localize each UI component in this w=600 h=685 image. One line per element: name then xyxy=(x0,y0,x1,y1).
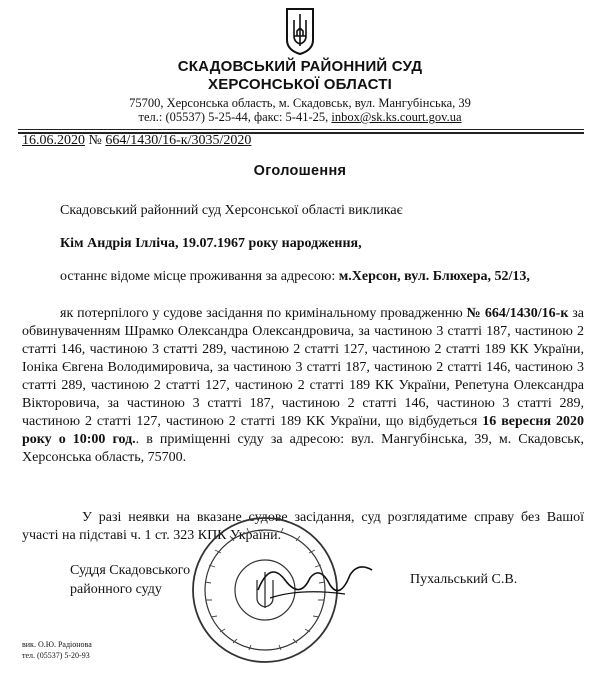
body-text-2: за обвинуваченням Шрамко Олександра Олександровича, за частиною 3 статті 187, частиною 2 статті 146, частиною 3 статті 289, частиною 2 статті 127, частиною 2 статті 189 КК України, Іоніка Євгена Володимировича, за частиною 3 статті 187, частиною 2 статті 146, частиною 3 статті 289, частиною 2 статті 127, частиною 2 статті 189 КК України, Репетуна Олександра Вікторовича, за частиною 3 статті 187, частиною 2 статті 146, частиною 3 статті 289, частиною 2 статті 127, частиною 2 статті 189 КК України, що відбудеться xyxy=(22,306,585,429)
judge-role-line2: районного суду xyxy=(70,582,162,597)
court-phones: тел.: (05537) 5-25-44, факс: 5-41-25, xyxy=(138,110,329,124)
judge-signature xyxy=(250,550,380,610)
body-text-1: як потерпілого у судове засідання по кримінальному провадженню xyxy=(60,306,463,321)
residence-address: м.Херсон, вул. Блюхера, 52/13, xyxy=(338,269,530,284)
court-address: 75700, Херсонська область, м. Скадовськ, вул. Мангубінська, 39 xyxy=(129,96,471,110)
reference-line xyxy=(22,133,251,149)
document-title: Оголошення xyxy=(253,163,347,179)
residence-label: останнє відоме місце проживання за адресою: xyxy=(60,269,336,284)
court-name-line2: ХЕРСОНСЬКОЇ ОБЛАСТІ xyxy=(208,76,392,93)
reference-number: 664/1430/16-к/3035/2020 xyxy=(105,133,252,148)
executor-phone: тел. (05537) 5-20-93 xyxy=(22,651,90,660)
warning-paragraph: У разі неявки на вказане судове засідання, суд розглядатиме справу без Вашої участі на підставі ч. 1 ст. 323 КПК України. xyxy=(22,510,584,543)
judge-name: Пухальський С.В. xyxy=(410,572,518,587)
executor-name: вик. О.Ю. Радіонова xyxy=(22,640,92,649)
reference-date: 16.06.2020 xyxy=(22,133,85,148)
case-number: № 664/1430/16-к xyxy=(466,306,569,321)
judge-role-line1: Суддя Скадовського xyxy=(70,563,191,578)
court-email: inbox@sk.ks.court.gov.ua xyxy=(331,110,462,124)
body-text-3: . в приміщенні суду за адресою: вул. Мангубінська, 39, м. Скадовськ, Херсонська область, 75700. xyxy=(22,432,584,465)
hearing-datetime: 16 вересня 2020 року о 10:00 год. xyxy=(22,414,584,447)
reference-number-sign: № xyxy=(88,133,102,148)
header-divider-thin xyxy=(18,129,584,130)
coat-of-arms-icon xyxy=(284,6,316,56)
person-name: Кім Андрія Ілліча, 19.07.1967 року народження, xyxy=(60,236,362,251)
intro-text: Скадовський районний суд Херсонської області викликає xyxy=(60,203,403,218)
court-contacts xyxy=(0,110,600,125)
main-paragraph xyxy=(22,305,584,467)
residence-paragraph xyxy=(22,268,584,286)
court-name-line1: СКАДОВСЬКИЙ РАЙОННИЙ СУД xyxy=(177,58,423,75)
